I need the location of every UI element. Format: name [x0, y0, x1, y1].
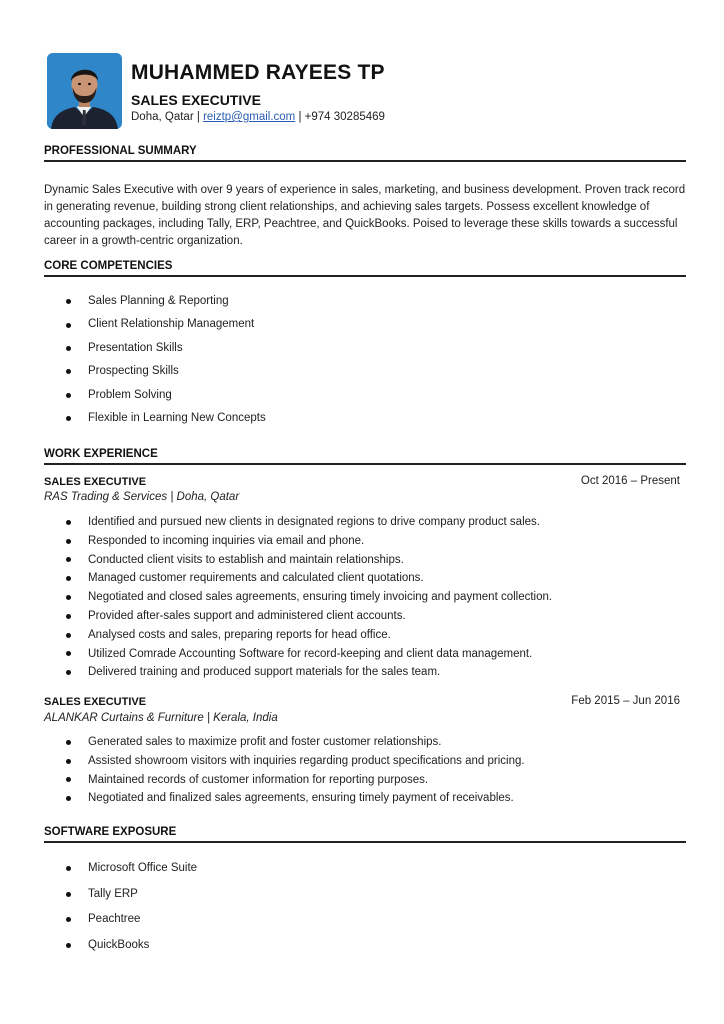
software-item: Tally ERP: [44, 882, 197, 908]
job-duty-item: Negotiated and closed sales agreements, ensuring timely invoicing and payment collection.: [44, 588, 552, 607]
candidate-name: MUHAMMED RAYEES TP: [131, 61, 385, 84]
contact-line: [131, 111, 385, 123]
candidate-title: SALES EXECUTIVE: [131, 92, 261, 108]
job-duty-item: Identified and pursued new clients in designated regions to drive company product sales.: [44, 513, 552, 532]
competency-item: Problem Solving: [44, 384, 266, 407]
job-duty-item: Conducted client visits to establish and maintain relationships.: [44, 551, 552, 570]
profile-photo: [47, 53, 122, 129]
resume-header: [47, 53, 687, 131]
contact-separator: |: [196, 111, 200, 123]
job-duty-item: Provided after-sales support and administered client accounts.: [44, 607, 552, 626]
job-title: SALES EXECUTIVE: [44, 696, 147, 708]
software-list: [44, 856, 197, 958]
job-duties-list: [44, 513, 552, 682]
software-item: Microsoft Office Suite: [44, 856, 197, 882]
job-title: SALES EXECUTIVE: [44, 476, 147, 488]
competency-item: Client Relationship Management: [44, 313, 266, 336]
competency-item: Presentation Skills: [44, 337, 266, 360]
competencies-list: [44, 290, 266, 430]
experience-heading: WORK EXPERIENCE: [44, 448, 686, 465]
job-company: ALANKAR Curtains & Furniture | Kerala, India: [44, 712, 278, 724]
job-duty-item: Delivered training and produced support materials for the sales team.: [44, 663, 552, 682]
profile-photo-image: [47, 53, 122, 129]
job-company: RAS Trading & Services | Doha, Qatar: [44, 491, 240, 503]
job-duty-item: Responded to incoming inquiries via email and phone.: [44, 532, 552, 551]
software-heading: SOFTWARE EXPOSURE: [44, 826, 686, 843]
job-duty-item: Maintained records of customer information for reporting purposes.: [44, 771, 525, 790]
contact-separator: |: [298, 111, 302, 123]
job-duties-list: [44, 733, 525, 808]
job-dates: Oct 2016 – Present: [580, 475, 680, 487]
job-duty-item: Analysed costs and sales, preparing reports for head office.: [44, 626, 552, 645]
summary-text: Dynamic Sales Executive with over 9 years of experience in sales, marketing, and business development. Proven track record in generating revenue, building strong client relationships, and achieving sales targets. Possess excellent knowledge of accounting packages, including Tally, ERP, Peachtree, and QuickBooks. Poised to leverage these skills towards a successful career in a growth-centric organization.: [44, 184, 686, 247]
job-duty-item: Utilized Comrade Accounting Software for record-keeping and client data management.: [44, 645, 552, 664]
job-duty-item: Managed customer requirements and calculated client quotations.: [44, 569, 552, 588]
competency-item: Prospecting Skills: [44, 360, 266, 383]
software-item: Peachtree: [44, 907, 197, 933]
location-text: Doha, Qatar: [131, 111, 194, 123]
competencies-heading: CORE COMPETENCIES: [44, 260, 686, 277]
job-duty-item: Assisted showroom visitors with inquiries regarding product specifications and pricing.: [44, 752, 525, 771]
email-link[interactable]: reiztp@gmail.com: [203, 111, 296, 123]
software-item: QuickBooks: [44, 933, 197, 959]
summary-heading: PROFESSIONAL SUMMARY: [44, 145, 686, 162]
competency-item: Sales Planning & Reporting: [44, 290, 266, 313]
job-duty-item: Negotiated and finalized sales agreements, ensuring timely payment of receivables.: [44, 789, 525, 808]
phone-text: +974 30285469: [304, 111, 385, 123]
competency-item: Flexible in Learning New Concepts: [44, 407, 266, 430]
job-duty-item: Generated sales to maximize profit and foster customer relationships.: [44, 733, 525, 752]
job-dates: Feb 2015 – Jun 2016: [571, 695, 680, 707]
